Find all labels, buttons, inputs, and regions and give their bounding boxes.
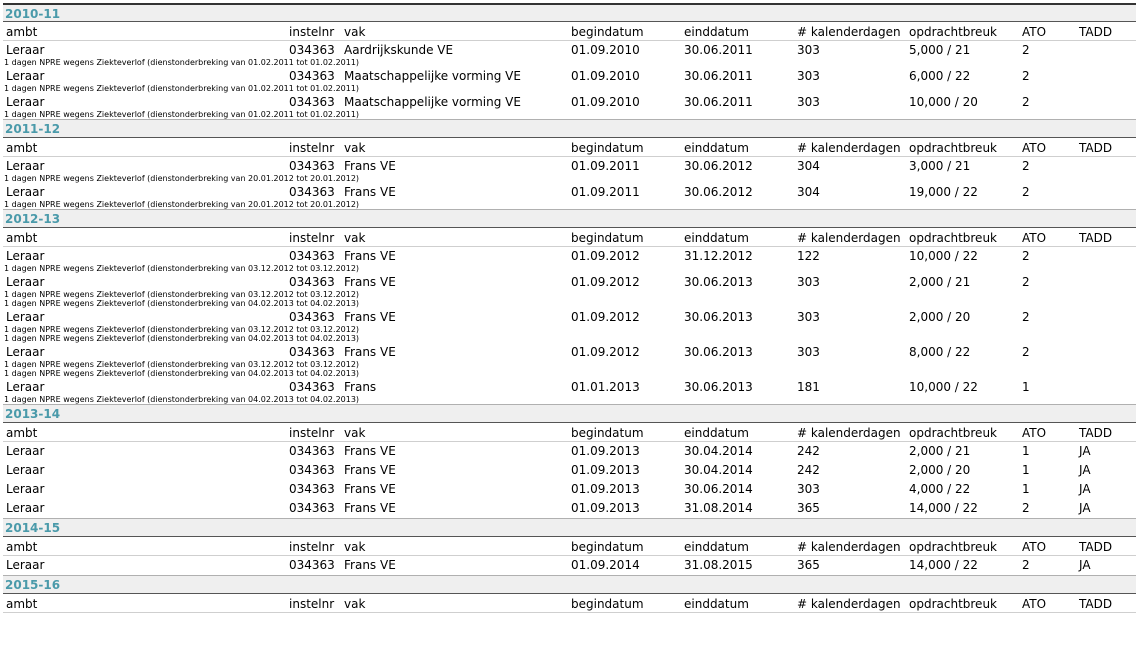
cell-instelnr: 034363: [289, 558, 335, 572]
column-header-einddatum: einddatum: [684, 597, 749, 611]
cell-begindatum: 01.09.2013: [571, 444, 640, 458]
column-header-ambt: ambt: [6, 141, 38, 155]
cell-vak: Frans VE: [344, 310, 396, 324]
cell-ato: 2: [1022, 249, 1030, 263]
cell-opdrachtbreuk: 8,000 / 22: [909, 345, 971, 359]
assignment-row: [3, 93, 1136, 119]
column-header-instelnr: instelnr: [289, 141, 335, 155]
interruption-note: 1 dagen NPRE wegens Ziekteverlof (dienstonderbreking van 03.12.2012 tot 03.12.2012): [4, 360, 360, 369]
cell-kalenderdagen: 303: [797, 69, 820, 83]
assignment-values: [3, 157, 1136, 174]
column-header-row: [3, 21, 1136, 41]
column-header-einddatum: einddatum: [684, 25, 749, 39]
cell-vak: Aardrijkskunde VE: [344, 43, 454, 57]
cell-instelnr: 034363: [289, 95, 335, 109]
row-spacer: [3, 573, 1136, 575]
column-header-ambt: ambt: [6, 540, 38, 554]
cell-vak: Frans VE: [344, 558, 396, 572]
cell-ato: 2: [1022, 95, 1030, 109]
cell-ato: 2: [1022, 69, 1030, 83]
school-year-heading: 2015-16: [3, 575, 1136, 593]
interruption-note: 1 dagen NPRE wegens Ziekteverlof (dienstonderbreking van 04.02.2013 tot 04.02.2013): [4, 334, 360, 343]
cell-vak: Frans VE: [344, 345, 396, 359]
cell-vak: Frans VE: [344, 444, 396, 458]
assignment-row: [3, 273, 1136, 308]
cell-einddatum: 30.06.2014: [684, 482, 753, 496]
column-header-row: [3, 227, 1136, 247]
column-header-begindatum: begindatum: [571, 540, 644, 554]
cell-kalenderdagen: 303: [797, 482, 820, 496]
column-header-ato: ATO: [1022, 540, 1047, 554]
cell-instelnr: 034363: [289, 501, 335, 515]
column-header-einddatum: einddatum: [684, 141, 749, 155]
assignment-values: [3, 499, 1136, 516]
interruption-note: 1 dagen NPRE wegens Ziekteverlof (dienstonderbreking van 04.02.2013 tot 04.02.2013): [4, 395, 360, 404]
cell-kalenderdagen: 181: [797, 380, 820, 394]
cell-ambt: Leraar: [6, 463, 45, 477]
column-header-tadd: TADD: [1079, 25, 1113, 39]
assignment-row: [3, 442, 1136, 461]
cell-begindatum: 01.09.2011: [571, 159, 640, 173]
cell-instelnr: 034363: [289, 275, 335, 289]
cell-vak: Maatschappelijke vorming VE: [344, 69, 521, 83]
cell-ato: 2: [1022, 310, 1030, 324]
column-header-opdrachtbreuk: opdrachtbreuk: [909, 141, 997, 155]
column-header-kalenderdagen: # kalenderdagen: [797, 597, 901, 611]
cell-kalenderdagen: 303: [797, 345, 820, 359]
cell-ambt: Leraar: [6, 185, 45, 199]
school-year-heading: 2011-12: [3, 119, 1136, 137]
cell-begindatum: 01.09.2013: [571, 501, 640, 515]
column-header-ambt: ambt: [6, 426, 38, 440]
cell-kalenderdagen: 122: [797, 249, 820, 263]
column-header-einddatum: einddatum: [684, 540, 749, 554]
cell-vak: Frans VE: [344, 482, 396, 496]
cell-tadd: JA: [1079, 444, 1091, 458]
cell-ambt: Leraar: [6, 159, 45, 173]
assignment-row: [3, 157, 1136, 183]
cell-opdrachtbreuk: 4,000 / 22: [909, 482, 971, 496]
cell-einddatum: 30.06.2011: [684, 69, 753, 83]
column-header-opdrachtbreuk: opdrachtbreuk: [909, 597, 997, 611]
cell-begindatum: 01.09.2010: [571, 95, 640, 109]
cell-instelnr: 034363: [289, 159, 335, 173]
cell-instelnr: 034363: [289, 185, 335, 199]
column-header-opdrachtbreuk: opdrachtbreuk: [909, 25, 997, 39]
cell-ambt: Leraar: [6, 380, 45, 394]
interruption-note: 1 dagen NPRE wegens Ziekteverlof (dienstonderbreking van 03.12.2012 tot 03.12.2012): [4, 325, 360, 334]
cell-opdrachtbreuk: 6,000 / 22: [909, 69, 971, 83]
cell-ambt: Leraar: [6, 482, 45, 496]
cell-vak: Frans: [344, 380, 377, 394]
cell-ato: 2: [1022, 345, 1030, 359]
assignment-row: [3, 556, 1136, 575]
cell-begindatum: 01.09.2014: [571, 558, 640, 572]
interruption-note: 1 dagen NPRE wegens Ziekteverlof (dienstonderbreking van 20.01.2012 tot 20.01.2012): [4, 200, 360, 209]
interruption-note: 1 dagen NPRE wegens Ziekteverlof (dienstonderbreking van 01.02.2011 tot 01.02.2011): [4, 84, 360, 93]
assignment-row: [3, 461, 1136, 480]
school-year-heading: 2010-11: [3, 3, 1136, 21]
column-header-ambt: ambt: [6, 597, 38, 611]
cell-instelnr: 034363: [289, 249, 335, 263]
cell-begindatum: 01.09.2012: [571, 249, 640, 263]
interruption-note: 1 dagen NPRE wegens Ziekteverlof (dienstonderbreking van 03.12.2012 tot 03.12.2012): [4, 290, 360, 299]
cell-kalenderdagen: 365: [797, 501, 820, 515]
cell-vak: Frans VE: [344, 249, 396, 263]
column-header-kalenderdagen: # kalenderdagen: [797, 25, 901, 39]
column-header-begindatum: begindatum: [571, 25, 644, 39]
interruption-note: 1 dagen NPRE wegens Ziekteverlof (dienstonderbreking van 04.02.2013 tot 04.02.2013): [4, 369, 360, 378]
cell-tadd: JA: [1079, 482, 1091, 496]
cell-ato: 1: [1022, 444, 1030, 458]
cell-ambt: Leraar: [6, 249, 45, 263]
column-header-kalenderdagen: # kalenderdagen: [797, 540, 901, 554]
column-header-opdrachtbreuk: opdrachtbreuk: [909, 426, 997, 440]
cell-instelnr: 034363: [289, 69, 335, 83]
cell-ambt: Leraar: [6, 558, 45, 572]
assignment-values: [3, 308, 1136, 325]
cell-ato: 2: [1022, 501, 1030, 515]
cell-einddatum: 30.06.2011: [684, 43, 753, 57]
column-header-tadd: TADD: [1079, 231, 1113, 245]
cell-opdrachtbreuk: 14,000 / 22: [909, 501, 978, 515]
cell-instelnr: 034363: [289, 444, 335, 458]
cell-ambt: Leraar: [6, 43, 45, 57]
cell-kalenderdagen: 304: [797, 159, 820, 173]
assignment-values: [3, 67, 1136, 84]
cell-ato: 1: [1022, 380, 1030, 394]
assignment-values: [3, 442, 1136, 459]
cell-instelnr: 034363: [289, 380, 335, 394]
cell-tadd: JA: [1079, 558, 1091, 572]
cell-kalenderdagen: 304: [797, 185, 820, 199]
cell-opdrachtbreuk: 10,000 / 22: [909, 380, 978, 394]
cell-opdrachtbreuk: 3,000 / 21: [909, 159, 971, 173]
interruption-note: 1 dagen NPRE wegens Ziekteverlof (dienstonderbreking van 01.02.2011 tot 01.02.2011): [4, 110, 360, 119]
column-header-instelnr: instelnr: [289, 426, 335, 440]
column-header-einddatum: einddatum: [684, 231, 749, 245]
cell-vak: Frans VE: [344, 159, 396, 173]
cell-ambt: Leraar: [6, 275, 45, 289]
column-header-vak: vak: [344, 231, 366, 245]
column-header-ato: ATO: [1022, 231, 1047, 245]
column-header-tadd: TADD: [1079, 426, 1113, 440]
cell-opdrachtbreuk: 10,000 / 20: [909, 95, 978, 109]
cell-begindatum: 01.09.2010: [571, 43, 640, 57]
column-header-begindatum: begindatum: [571, 597, 644, 611]
assignment-row: [3, 499, 1136, 518]
assignment-row: [3, 480, 1136, 499]
cell-opdrachtbreuk: 2,000 / 21: [909, 444, 971, 458]
cell-begindatum: 01.01.2013: [571, 380, 640, 394]
column-header-instelnr: instelnr: [289, 540, 335, 554]
career-overview-table: [3, 3, 1136, 613]
assignment-values: [3, 93, 1136, 110]
cell-vak: Frans VE: [344, 501, 396, 515]
cell-ato: 1: [1022, 463, 1030, 477]
column-header-ato: ATO: [1022, 426, 1047, 440]
cell-kalenderdagen: 365: [797, 558, 820, 572]
cell-instelnr: 034363: [289, 310, 335, 324]
cell-ambt: Leraar: [6, 95, 45, 109]
column-header-tadd: TADD: [1079, 141, 1113, 155]
column-header-ato: ATO: [1022, 141, 1047, 155]
school-year-heading: 2012-13: [3, 209, 1136, 227]
column-header-einddatum: einddatum: [684, 426, 749, 440]
cell-begindatum: 01.09.2013: [571, 482, 640, 496]
school-year-heading: 2014-15: [3, 518, 1136, 536]
cell-ambt: Leraar: [6, 69, 45, 83]
column-header-opdrachtbreuk: opdrachtbreuk: [909, 540, 997, 554]
assignment-row: [3, 247, 1136, 273]
column-header-kalenderdagen: # kalenderdagen: [797, 426, 901, 440]
cell-einddatum: 30.06.2011: [684, 95, 753, 109]
column-header-ambt: ambt: [6, 25, 38, 39]
cell-einddatum: 31.08.2015: [684, 558, 753, 572]
cell-einddatum: 31.12.2012: [684, 249, 753, 263]
cell-instelnr: 034363: [289, 43, 335, 57]
cell-einddatum: 30.04.2014: [684, 444, 753, 458]
column-header-opdrachtbreuk: opdrachtbreuk: [909, 231, 997, 245]
school-year-heading: 2013-14: [3, 404, 1136, 422]
cell-einddatum: 30.06.2012: [684, 159, 753, 173]
cell-begindatum: 01.09.2011: [571, 185, 640, 199]
cell-kalenderdagen: 303: [797, 95, 820, 109]
cell-opdrachtbreuk: 2,000 / 20: [909, 463, 971, 477]
column-header-tadd: TADD: [1079, 597, 1113, 611]
cell-tadd: JA: [1079, 463, 1091, 477]
cell-opdrachtbreuk: 14,000 / 22: [909, 558, 978, 572]
column-header-tadd: TADD: [1079, 540, 1113, 554]
column-header-instelnr: instelnr: [289, 25, 335, 39]
column-header-vak: vak: [344, 540, 366, 554]
cell-begindatum: 01.09.2012: [571, 345, 640, 359]
cell-opdrachtbreuk: 5,000 / 21: [909, 43, 971, 57]
assignment-row: [3, 67, 1136, 93]
cell-ato: 2: [1022, 185, 1030, 199]
cell-ambt: Leraar: [6, 345, 45, 359]
column-header-vak: vak: [344, 426, 366, 440]
assignment-row: [3, 308, 1136, 343]
cell-opdrachtbreuk: 19,000 / 22: [909, 185, 978, 199]
cell-vak: Maatschappelijke vorming VE: [344, 95, 521, 109]
assignment-row: [3, 183, 1136, 209]
column-header-vak: vak: [344, 141, 366, 155]
cell-begindatum: 01.09.2013: [571, 463, 640, 477]
cell-vak: Frans VE: [344, 185, 396, 199]
cell-opdrachtbreuk: 2,000 / 20: [909, 310, 971, 324]
cell-einddatum: 31.08.2014: [684, 501, 753, 515]
row-spacer: [3, 516, 1136, 518]
column-header-begindatum: begindatum: [571, 231, 644, 245]
cell-ambt: Leraar: [6, 444, 45, 458]
interruption-note: 1 dagen NPRE wegens Ziekteverlof (dienstonderbreking van 01.02.2011 tot 01.02.2011): [4, 58, 360, 67]
cell-opdrachtbreuk: 10,000 / 22: [909, 249, 978, 263]
cell-ato: 2: [1022, 558, 1030, 572]
cell-einddatum: 30.06.2013: [684, 345, 753, 359]
cell-einddatum: 30.04.2014: [684, 463, 753, 477]
column-header-row: [3, 422, 1136, 442]
cell-einddatum: 30.06.2013: [684, 310, 753, 324]
assignment-values: [3, 461, 1136, 478]
cell-kalenderdagen: 242: [797, 463, 820, 477]
assignment-values: [3, 41, 1136, 58]
cell-ambt: Leraar: [6, 501, 45, 515]
cell-tadd: JA: [1079, 501, 1091, 515]
column-header-kalenderdagen: # kalenderdagen: [797, 141, 901, 155]
column-header-begindatum: begindatum: [571, 141, 644, 155]
cell-einddatum: 30.06.2013: [684, 380, 753, 394]
assignment-values: [3, 183, 1136, 200]
cell-instelnr: 034363: [289, 463, 335, 477]
cell-vak: Frans VE: [344, 463, 396, 477]
cell-kalenderdagen: 303: [797, 275, 820, 289]
assignment-values: [3, 556, 1136, 573]
cell-begindatum: 01.09.2012: [571, 310, 640, 324]
cell-kalenderdagen: 303: [797, 43, 820, 57]
column-header-begindatum: begindatum: [571, 426, 644, 440]
cell-ato: 1: [1022, 482, 1030, 496]
column-header-row: [3, 593, 1136, 613]
cell-kalenderdagen: 303: [797, 310, 820, 324]
assignment-values: [3, 247, 1136, 264]
cell-einddatum: 30.06.2013: [684, 275, 753, 289]
column-header-row: [3, 137, 1136, 157]
column-header-ato: ATO: [1022, 597, 1047, 611]
assignment-values: [3, 273, 1136, 290]
assignment-values: [3, 480, 1136, 497]
cell-begindatum: 01.09.2010: [571, 69, 640, 83]
assignment-values: [3, 378, 1136, 395]
column-header-ato: ATO: [1022, 25, 1047, 39]
cell-kalenderdagen: 242: [797, 444, 820, 458]
cell-ato: 2: [1022, 275, 1030, 289]
interruption-note: 1 dagen NPRE wegens Ziekteverlof (dienstonderbreking van 03.12.2012 tot 03.12.2012): [4, 264, 360, 273]
column-header-ambt: ambt: [6, 231, 38, 245]
cell-ato: 2: [1022, 43, 1030, 57]
column-header-instelnr: instelnr: [289, 597, 335, 611]
assignment-row: [3, 378, 1136, 404]
interruption-note: 1 dagen NPRE wegens Ziekteverlof (dienstonderbreking van 20.01.2012 tot 20.01.2012): [4, 174, 360, 183]
cell-ambt: Leraar: [6, 310, 45, 324]
column-header-row: [3, 536, 1136, 556]
assignment-row: [3, 41, 1136, 67]
cell-begindatum: 01.09.2012: [571, 275, 640, 289]
column-header-kalenderdagen: # kalenderdagen: [797, 231, 901, 245]
column-header-instelnr: instelnr: [289, 231, 335, 245]
column-header-vak: vak: [344, 25, 366, 39]
cell-instelnr: 034363: [289, 482, 335, 496]
cell-ato: 2: [1022, 159, 1030, 173]
cell-einddatum: 30.06.2012: [684, 185, 753, 199]
interruption-note: 1 dagen NPRE wegens Ziekteverlof (dienstonderbreking van 04.02.2013 tot 04.02.2013): [4, 299, 360, 308]
cell-vak: Frans VE: [344, 275, 396, 289]
cell-opdrachtbreuk: 2,000 / 21: [909, 275, 971, 289]
cell-instelnr: 034363: [289, 345, 335, 359]
column-header-vak: vak: [344, 597, 366, 611]
assignment-values: [3, 343, 1136, 360]
assignment-row: [3, 343, 1136, 378]
